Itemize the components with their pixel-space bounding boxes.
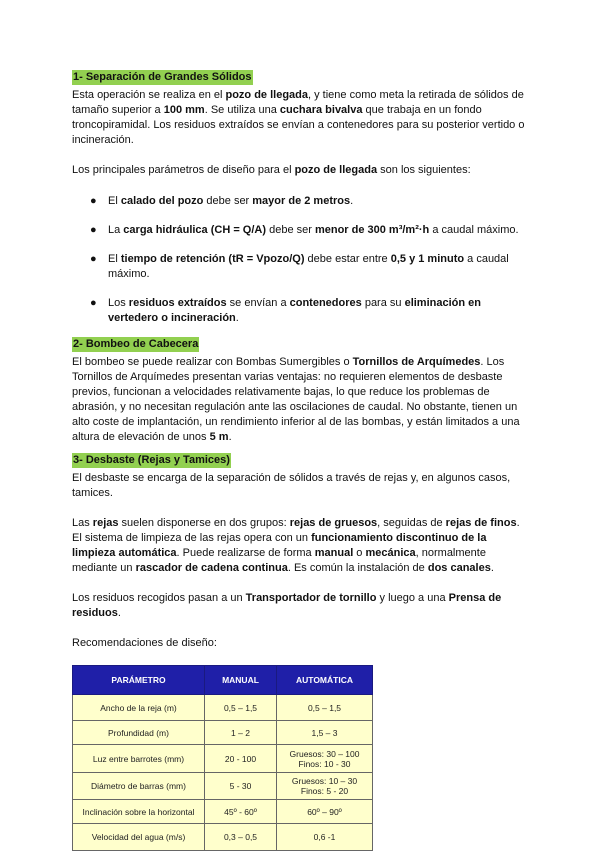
- section-1-paragraph-2: Los principales parámetros de diseño para el pozo de llegada son los siguientes:: [72, 164, 471, 176]
- section-3-paragraph-3: Los residuos recogidos pasan a un Transportador de tornillo y luego a una Prensa de residuos.: [72, 592, 502, 619]
- cell-manual: 5 - 30: [205, 773, 277, 800]
- cell-manual: 1 – 2: [205, 721, 277, 745]
- column-header-automatic: AUTOMÁTICA: [277, 666, 373, 695]
- cell-automatic: 1,5 – 3: [277, 721, 373, 745]
- table-row: [73, 800, 373, 824]
- cell-manual: 0,5 – 1,5: [205, 695, 277, 721]
- section-3-title: 3- Desbaste (Rejas y Tamices): [73, 454, 230, 466]
- list-item: ● El calado del pozo debe ser mayor de 2 metros.: [90, 195, 354, 207]
- table-row: [73, 695, 373, 721]
- design-parameter-list: [72, 194, 532, 326]
- list-item: ● Los residuos extraídos se envían a contenedores para su eliminación en vertedero o incineración.: [90, 297, 481, 324]
- cell-parameter: Inclinación sobre la horizontal: [73, 800, 205, 824]
- list-item: ● La carga hidráulica (CH = Q/A) debe ser menor de 300 m³/m²·h a caudal máximo.: [90, 224, 519, 236]
- section-3-paragraph-1: El desbaste se encarga de la separación de sólidos a través de rejas y, en algunos casos, tamices.: [72, 472, 511, 499]
- bullet-icon: ●: [90, 253, 97, 265]
- cell-parameter: Velocidad del agua (m/s): [73, 824, 205, 851]
- cell-manual: 0,3 – 0,5: [205, 824, 277, 851]
- cell-manual: 20 - 100: [205, 745, 277, 773]
- section-1-title: 1- Separación de Grandes Sólidos: [73, 71, 252, 83]
- table-row: [73, 745, 373, 773]
- list-item: ● El tiempo de retención (tR = Vpozo/Q) debe estar entre 0,5 y 1 minuto a caudal máximo.: [90, 253, 509, 280]
- table-header-row: [73, 666, 373, 695]
- cell-manual: 45º - 60º: [205, 800, 277, 824]
- bullet-icon: ●: [90, 297, 97, 309]
- table-row: [73, 721, 373, 745]
- section-1-paragraph-1: Esta operación se realiza en el pozo de llegada, y tiene como meta la retirada de sólidos de tamaño superior a 100 mm. Se utiliza una cuchara bivalva que trabaja en un fondo troncopiramidal. Los residuos extraídos se envían a contenedores para su posterior vertido o incineración.: [72, 89, 525, 146]
- document-page: [72, 66, 532, 851]
- table-row: [73, 824, 373, 851]
- cell-automatic: Gruesos: 30 – 100 Finos: 10 - 30: [277, 745, 373, 773]
- bullet-icon: ●: [90, 195, 97, 207]
- bullet-icon: ●: [90, 224, 97, 236]
- section-3-paragraph-2: Las rejas suelen disponerse en dos grupos: rejas de gruesos, seguidas de rejas de finos. El sistema de limpieza de las rejas opera con un funcionamiento discontinuo de la limpieza automática. Puede realizarse de forma manual o mecánica, normalmente mediante un rascador de cadena continua. Es común la instalación de dos canales.: [72, 517, 520, 574]
- section-3: [72, 453, 532, 468]
- cell-automatic: 0,5 – 1,5: [277, 695, 373, 721]
- cell-parameter: Ancho de la reja (m): [73, 695, 205, 721]
- section-2: [72, 337, 532, 352]
- section-1: [72, 70, 532, 85]
- section-2-paragraph-1: El bombeo se puede realizar con Bombas Sumergibles o Tornillos de Arquímedes. Los Tornillos de Arquímedes presentan varias ventajas: no requieren elementos de desbaste previos, funcionan a velocidades relativamente bajas, lo que reduce los problemas de abrasión, y no necesitan regulación ante las oscilaciones de caudal. No obstante, tienen un alto coste de implantación, un rendimiento inferior al de las bombas, y están limitados a una altura de elevación de unos 5 m.: [72, 356, 520, 443]
- cell-automatic: 60º – 90º: [277, 800, 373, 824]
- cell-parameter: Diámetro de barras (mm): [73, 773, 205, 800]
- cell-automatic: 0,6 -1: [277, 824, 373, 851]
- design-recommendations-table: [72, 665, 373, 851]
- cell-automatic: Gruesos: 10 – 30 Finos: 5 - 20: [277, 773, 373, 800]
- cell-parameter: Luz entre barrotes (mm): [73, 745, 205, 773]
- cell-parameter: Profundidad (m): [73, 721, 205, 745]
- table-row: [73, 773, 373, 800]
- column-header-manual: MANUAL: [205, 666, 277, 695]
- column-header-parameter: PARÁMETRO: [73, 666, 205, 695]
- section-2-title: 2- Bombeo de Cabecera: [73, 338, 199, 350]
- section-3-paragraph-4: Recomendaciones de diseño:: [72, 637, 217, 649]
